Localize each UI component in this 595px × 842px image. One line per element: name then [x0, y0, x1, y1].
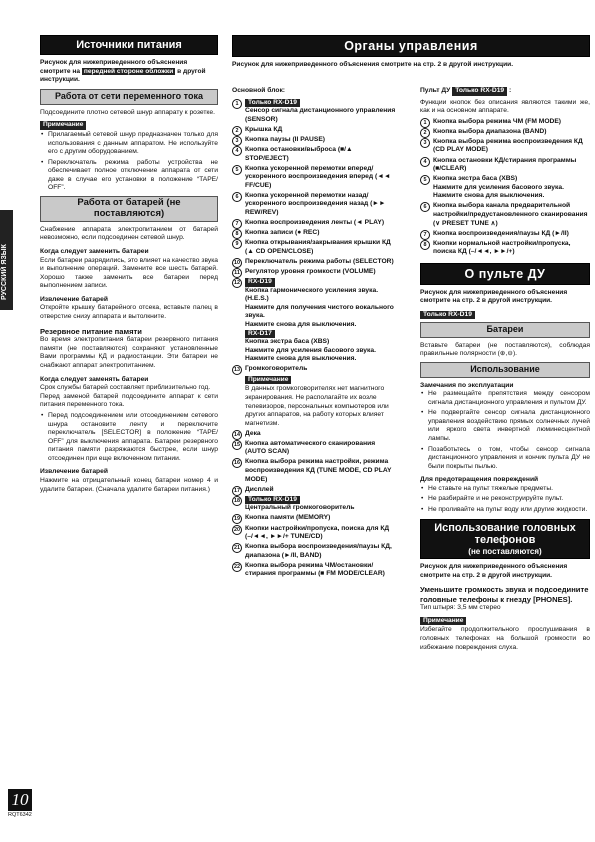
headphones-instruction: Уменьшите громкость звука и подсоедините головные телефоны к гнезду [PHONES].	[420, 584, 589, 604]
note-item: • Прилагаемый сетевой шнур предназначен только для использования с данным аппаратом. Не используйте его с другим оборудованием.	[40, 131, 218, 157]
item-number: 7	[232, 219, 242, 229]
control-item	[232, 229, 398, 238]
item-number: 5	[232, 165, 242, 175]
item-text: Кнопка экстра баса (XBS) Нажмите для усиления басового звука. Нажмите снова для выключения.	[245, 338, 376, 363]
item-tag-label: Только RX-D19	[245, 496, 300, 505]
control-item	[232, 365, 398, 428]
item-number: 17	[234, 487, 240, 494]
when-replace2-bullet: • Перед подсоединением или отсоединением сетевого шнура остановите ленту и переключите переключатель [SELECTOR] в положение “TAPE/ OFF” для выключения аппарата. Батареи резервного питания памяти разряжаются быстрее, если шнур отсоединен при еще включенном питании.	[40, 412, 218, 463]
item-number: 14	[234, 431, 240, 438]
control-item	[232, 146, 398, 163]
item-tag-label: RX-D17	[245, 330, 275, 339]
item-number: 16	[234, 460, 240, 467]
power-sources-title: Источники питания	[40, 35, 218, 55]
item-text: Кнопка выбора режима ЧМ (FM MODE)	[433, 117, 562, 125]
usage-note: • Позаботьтесь о том, чтобы сенсор сигнала дистанционного управления и кончик пульта ДУ не были покрыты пылью.	[420, 446, 590, 472]
item-number: 19	[234, 516, 240, 523]
about-remote-title: О пульте ДУ	[420, 263, 590, 285]
control-item	[232, 239, 398, 256]
control-item	[232, 278, 398, 364]
control-item	[232, 430, 398, 439]
control-item	[232, 440, 398, 457]
item-tag-label: RX-D19	[245, 278, 275, 287]
item-text: Центральный громкоговоритель	[245, 504, 355, 512]
note-label: Примечание	[40, 121, 86, 129]
control-item	[420, 157, 590, 174]
control-item	[232, 514, 398, 523]
item-text: Кнопки нормальной настройки/пропуска, поиска КД (–/◄◄, ►►/+)	[433, 239, 571, 256]
item-number: 22	[234, 563, 240, 570]
control-item	[420, 175, 590, 201]
item-number: 15	[234, 441, 240, 448]
battery-title: Работа от батарей (не поставляются)	[40, 196, 218, 222]
when-replace2-title: Когда следует заменять батареи	[40, 375, 149, 383]
item-text: Кнопка открывания/закрывания крышки КД (▲ CD OPEN/CLOSE)	[245, 239, 391, 255]
item-number: 9	[232, 239, 242, 249]
item-text: Дисплей	[245, 485, 274, 493]
item-number: 4	[232, 146, 242, 156]
item-number: 13	[234, 367, 240, 374]
remote-title: Пульт ДУ Только RX-D19 :	[420, 87, 512, 94]
control-item	[232, 258, 398, 267]
item-number: 6	[420, 202, 430, 212]
control-item	[420, 128, 590, 137]
headphones-plug: Тип штыря: 3,5 мм стерео	[420, 604, 501, 612]
item-text: Крышка КД	[245, 125, 283, 133]
item-number: 18	[234, 497, 240, 504]
item-text: Кнопка остановки КД/стирания программы (■/CLEAR)	[433, 156, 577, 173]
prevent-item: • Не разбирайте и не реконструируйте пульт.	[420, 495, 590, 504]
item-tag	[245, 278, 398, 287]
item-number: 1	[420, 118, 430, 128]
control-item	[420, 118, 590, 127]
backup-title: Резервное питание памяти	[40, 326, 142, 336]
item-text: Сенсор сигнала дистанционного управления (SENSOR)	[245, 107, 396, 123]
headphones-note: Избегайте продолжительного прослушивания в головных телефонах на большой громкости во избежание повреждения слуха.	[420, 626, 590, 651]
control-item	[232, 165, 398, 191]
item-number: 7	[420, 230, 430, 240]
control-item	[420, 230, 590, 239]
controls-lead: Рисунок для нижеприведенного объяснения смотрите на стр. 2 в другой инструкции.	[232, 61, 514, 68]
control-item	[232, 219, 398, 228]
mains-title: Работа от сети переменного тока	[40, 89, 218, 105]
item-tag	[245, 330, 398, 339]
battery-text: Снабжение аппарата электропитанием от батарей невозможно, если подсоединен сетевой шнур.	[40, 225, 218, 242]
main-unit-column	[232, 84, 398, 581]
item-text: Кнопки настройки/пропуска, поиска для КД (–/◄◄, ►►/+ TUNE/CD)	[245, 524, 390, 541]
control-item	[232, 486, 398, 495]
headphones-title: Использование головных телефонов (не поставляются)	[420, 519, 590, 559]
item-number: 11	[232, 268, 242, 278]
item-number: 2	[420, 128, 430, 138]
item-text: Кнопка воспроизведения ленты (◄ PLAY)	[245, 219, 385, 227]
remote-intro: Функции кнопок без описания являются такими же, как и на основном аппарате.	[420, 98, 590, 115]
page-code: RQT6342	[8, 812, 32, 818]
power-intro: Рисунок для нижеприведенного объяснения смотрите на передней стороне обложки в другой инструкции.	[40, 59, 206, 83]
headphones-lead: Рисунок для нижеприведенного объяснения смотрите на стр. 2 в другой инструкции.	[420, 563, 568, 579]
item-number: 5	[420, 175, 430, 185]
control-item	[232, 136, 398, 145]
item-text: Переключатель режима работы (SELECTOR)	[245, 257, 394, 265]
item-text: Кнопка гармонического усиления звука. (H.E.S.) Нажмите для получения чистого вокального звука. Нажмите снова для выключения.	[245, 286, 394, 328]
remove2-text: Нажмите на отрицательный конец батареи номер 4 и удалите батареи. (Сначала удалите батареи питания.)	[40, 476, 218, 493]
usage-note: • Не размещайте препятствия между сенсором сигнала дистанционного управления и пультом ДУ.	[420, 390, 590, 407]
remote-batteries-text: Вставьте батареи (не поставляются), соблюдая правильные полярности (⊕,⊖).	[420, 341, 590, 358]
prevent-title: Для предотвращения повреждений	[420, 476, 539, 484]
remove-text: Откройте крышку батарейного отсека, вставьте палец в отверстие снизу аппарата и вытолкните.	[40, 304, 218, 321]
controls-title: Органы управления	[232, 35, 590, 57]
item-number: 6	[232, 192, 242, 202]
remote-column	[420, 84, 590, 654]
language-side-label: РУССКИЙ ЯЗЫК	[1, 244, 8, 300]
control-item	[232, 192, 398, 218]
control-item	[232, 458, 398, 484]
page-number: 10	[8, 789, 32, 811]
item-number: 4	[420, 157, 430, 167]
main-unit-list	[232, 99, 398, 579]
item-text: Кнопка выбора режима воспроизведения КД (CD PLAY MODE)	[433, 137, 583, 154]
item-note: В данных громкоговорителях нет магнитного экранирования. Не располагайте их возле телевизоров, персональных компьютеров или других аппаратов, на работу которых влияет магнетизм.	[245, 385, 389, 427]
control-item	[232, 268, 398, 277]
item-text: Кнопка экстра баса (XBS) Нажмите для усиления басового звука. Нажмите снова для выключения.	[433, 175, 564, 200]
item-number: 1	[232, 99, 242, 109]
power-sources-column	[40, 35, 218, 496]
when-replace2-text: Срок службы батарей составляет приблизительно год. Перед заменой батарей подсоедините аппарат к сети питания переменного тока.	[40, 384, 218, 409]
usage-notes-title: Замечания по эксплуатации	[420, 381, 514, 389]
item-number: 3	[420, 138, 430, 148]
control-item	[232, 496, 398, 513]
item-number: 8	[232, 229, 242, 239]
item-text: Кнопка записи (● REC)	[245, 229, 320, 237]
when-replace-text: Если батареи разрядились, это влияет на качество звука и выполнение операций. Замените все шесть батарей. Хорошо также заменить все батареи перед выполнением записи.	[40, 256, 218, 290]
mains-text: Подсоедините плотно сетевой шнур аппарату к розетке.	[40, 108, 215, 116]
item-text: Кнопка ускоренной перемотки вперед/ускоренного воспроизведения вперед (◄◄ FF/CUE)	[245, 164, 391, 189]
item-text: Кнопка памяти (MEMORY)	[245, 514, 331, 522]
item-number: 21	[234, 545, 240, 552]
control-item	[232, 543, 398, 560]
remove2-title: Извлечение батарей	[40, 468, 108, 476]
item-number: 8	[420, 240, 430, 250]
item-text: Кнопка паузы (II PAUSE)	[245, 135, 326, 143]
control-item	[420, 240, 590, 257]
control-item	[420, 202, 590, 228]
note-item: • Переключатель режима работы устройства не обеспечивает полное отключение аппарата от сети даже в случае его установки в положение “TAPE/ OFF”.	[40, 159, 218, 193]
remote-batteries-title: Батареи	[420, 322, 590, 338]
item-text: Кнопка выбора диапазона (BAND)	[433, 127, 547, 135]
backup-text: Во время электропитания батареи резервного питания памяти (не поставляются) сохраняют установленные Вами программы КД и радиостанции. Эти батареи не снабжают аппарат электропитанием.	[40, 336, 218, 370]
item-text: Громкоговоритель	[245, 365, 308, 373]
item-text: Дека	[245, 429, 261, 437]
prevent-item: • Не проливайте на пульт воду или другие жидкости.	[420, 506, 590, 515]
item-text: Кнопка выбора режима настройки, режима воспроизведения КД (TUNE MODE, CD PLAY MODE)	[245, 458, 392, 483]
item-tag	[245, 99, 398, 108]
usage-title: Использование	[420, 362, 590, 378]
usage-note: • Не подвергайте сенсор сигнала дистанционного управления воздействию прямых солнечных лучей или яркого света инвертной люминесцентной лампы.	[420, 409, 590, 443]
item-tag-label: Только RX-D19	[245, 99, 300, 108]
item-text: Кнопка автоматического сканирования (AUTO SCAN)	[245, 439, 376, 456]
headphones-note-label: Примечание	[420, 617, 466, 625]
item-number: 12	[234, 280, 240, 287]
main-unit-title: Основной блок:	[232, 87, 286, 94]
control-item	[420, 138, 590, 155]
item-number: 20	[234, 526, 240, 533]
when-replace-title: Когда следует заменить батареи	[40, 247, 149, 255]
control-item	[232, 562, 398, 579]
item-text: Кнопка выбора канала предварительной настройки/предустановленного сканирования (∨ PRESET TUNE ∧)	[433, 202, 588, 227]
control-item	[232, 99, 398, 125]
item-number: 2	[232, 126, 242, 136]
item-text: Кнопка воспроизведения/паузы КД (►/II)	[433, 229, 569, 237]
remove-title: Извлечение батарей	[40, 295, 108, 303]
controls-header	[232, 35, 590, 74]
item-text: Кнопка выбора воспроизведения/паузы КД, диапазона (►/II, BAND)	[245, 543, 392, 559]
item-text: Регулятор уровня громкости (VOLUME)	[245, 267, 376, 275]
about-remote-lead: Рисунок для нижеприведенного объяснения смотрите на стр. 2 в другой инструкции.	[420, 288, 568, 305]
item-number: 10	[234, 259, 240, 266]
prevent-item: • Не ставьте на пульт тяжелые предметы.	[420, 485, 590, 494]
control-item	[232, 126, 398, 135]
item-number: 3	[232, 136, 242, 146]
item-text: Кнопка выбора режима ЧМ/остановки/стирания программы (■ FM MODE/CLEAR)	[245, 561, 385, 578]
remote-list	[420, 118, 590, 257]
item-text: Кнопка ускоренной перемотки назад/ускоренного воспроизведения назад (►► REW/REV)	[245, 191, 386, 217]
about-remote-tag: Только RX-D19	[420, 311, 475, 320]
item-note-label: Примечание	[245, 376, 291, 384]
item-text: Кнопка остановки/выброса (■/▲ STOP/EJECT)	[245, 145, 353, 162]
control-item	[232, 525, 398, 542]
